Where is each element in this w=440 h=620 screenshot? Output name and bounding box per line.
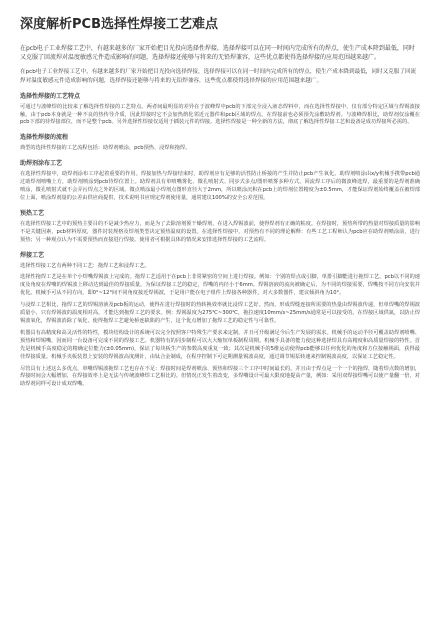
section-paragraph: 选择性焊接工艺有两种不同工艺：拖焊工艺和浸焊工艺。 [20, 262, 150, 269]
section-title: 助焊剂涂布工艺 [20, 160, 63, 168]
section-preheat [20, 209, 420, 245]
section-title: 焊接工艺 [20, 251, 45, 259]
intro-paragraph-2: 在pcb电子工业焊接工艺中，有越来越多的厂家开始把目光投向选择焊接，选择焊接可以在同一时间内完成所有的焊点，使生产成本降到最低，同时又克服了回流焊对温度敏感元件造成影响的问题，选择焊接还能够与将来的无铅焊兼容，这些优点都使得选择焊接的应用范围越来越广。 [20, 69, 417, 84]
section-title: 选择性焊接的工艺特点 [20, 92, 81, 100]
section-paragraph: 机器具有高精度和高灵活性的特性，模块结构设计的系统可以完全按照客户特殊生产要求来定制，并且可升级满足今后生产发展的需求。机械手的运动半径可覆盖助焊剂喷嘴、预热和焊锡嘴，因而同一台设备可完成不同的焊接工艺。机器特有的同步制程可以大大缩短单板制程周期。机械手具备的能力使这种选择焊具有高精度和高质量焊接的特性。首先是机械手高度稳定的精确定位能力(±0.05mm)，保证了每块板生产的参数高度重复一致；其次是机械手的5维运动使得pcb能够以任何优化的角度和方位接触锡面，获得最佳焊接质量。机械手夹板装置上安装的焊锡波高度测针，由钛合金制成，在程序控制下可定期测量锡波高度，通过调节锡泵转速来控制锡波高度，以保证工艺稳定性。 [20, 329, 420, 360]
section-paragraph: 尽管具有上述这么多优点，单嘴焊锡波拖焊工艺也存在不足：焊接时间是焊剂喷涂、预热和焊接三个工序中时间最长的。并且由于焊点是一个一个的拖焊，随着焊点数的增加，焊接时间会大幅增加，在焊接效率上是无法与传统波峰焊工艺相比的。但情况正发生着改变，多焊嘴设计可最大限度地提高产量，例如：采用双焊接焊嘴可以使产量翻一倍，对助焊剂同样可设计成双焊嘴。 [20, 365, 420, 388]
section-paragraph: 选择性拖焊工艺是在单个小焊嘴焊锡波上完成的。拖焊工艺适用于在pcb上非常紧密的空间上进行焊接。例如：个别的焊点或引脚，单排引脚能进行拖焊工艺。pcb以不同的速度及角度在焊嘴的焊锡波上移动达到最佳的焊接质量。为保证焊接工艺的稳定，焊嘴的内径小于6mm。焊锡溶液的流向被确定后，为不同的焊接需要，焊嘴按不同方向安装并优化。机械手可从不同方向，即0°~12°间不同角度接近焊锡波，于是用户能在电子组件上焊接各种器件，对大多数器件，建议倾斜角为10°。 [20, 274, 420, 297]
page-title: 深度解析PCB选择性焊接工艺难点 [20, 17, 218, 32]
section-title: 预热工艺 [20, 209, 45, 217]
section-flow [20, 133, 420, 153]
section-paragraph: 在选择性焊接工艺中的预热主要目的不是减少热应力，而是为了去除溶剂预干燥焊剂，在进入焊锡波前，使得焊剂有正确的粘度。在焊接时，预热所带的热量对焊接质量的影响不是关键因素，pcb材料厚度，器件封装规格及焊剂类型决定预热温度的设置。在选择性焊接中，对预热有不同的理论解释：有些工艺工程师认为pcb应在助焊剂喷涂前，进行预热；另一种观点认为不需要预热而直接进行焊接。使用者可根据具体的情况来安排选择性焊接的工艺流程。 [20, 220, 420, 243]
section-paragraph: 可通过与波峰焊的比较来了解选择性焊接的工艺特点。两者间最明显的差异在于波峰焊中pcb的下部完全浸入液态焊料中，而在选择性焊接中，仅有部分特定区域与焊锡波接触。由于pcb本身就是一种不良的热传导介质，因此焊接时它不会加热熔化邻近元器件和pcb区域的焊点。在焊接前也必须预先涂敷助焊剂。与波峰焊相比，助焊剂仅涂覆在pcb下部的待焊接部位，而不是整个pcb。另外选择性焊接仅适用于插装元件的焊接。选择性焊接是一种全新的方法，彻底了解选择性焊接工艺和设备是成功焊接所必需的。 [20, 103, 420, 126]
section-paragraph: 典型的选择性焊接的工艺流程包括：助焊剂喷涂，pcb预热、浸焊和拖焊。 [20, 145, 191, 152]
section-paragraph: 与浸焊工艺相比，拖焊工艺的焊锡溶液及pcb板的运动，使得在进行焊接时的热转换效率就比浸焊工艺好。然而，形成焊缝连接所需要的热量由焊锡波传递，但单焊嘴的焊锡波质量小，只有焊锡波的温度相对高，才能达到拖焊工艺的要求。例：焊锡温度为275℃~300℃，拖拉速度10mm/s~25mm/s通常是可以接受的。在焊接区域供氮，以防止焊锡波氧化，焊锡波消除了氧化，使得拖焊工艺避免桥连缺陷的产生，这个优点增加了拖焊工艺的稳定性与可靠性。 [20, 302, 420, 324]
section-flux [20, 159, 420, 203]
section-title: 选择性焊接的流程 [20, 134, 69, 142]
section-process-features [20, 92, 420, 128]
section-welding [20, 251, 420, 390]
intro-paragraph-1: 在pcb电子工业焊接工艺中，有越来越多的厂家开始把目光投向选择性焊接，选择焊接可以在同一时间内完成所有的焊点，使生产成本降到最低，同时又克服了回流焊对温度敏感元件造成影响的问题，选择焊接还能够与将来的无铅焊兼容，这些优点都使得选择焊接的应用范围越来越广。 [20, 45, 415, 62]
section-paragraph: 在选择性焊接中，助焊剂涂布工序起着重要的作用。焊接加热与焊接结束时，助焊剂应有足够的活性防止桥接的产生并防止pcb产生氧化。助焊剂喷涂由x/y机械手携带pcb通过助焊剂喷嘴上方，助焊剂喷涂到pcb待焊位置上。助焊剂具有单喷嘴雾化、微孔喷射式、同步式多点/图形喷雾多种方式。回流焊工序后的微波峰选焊，最重要的是焊剂准确喷涂，微孔喷射式就不会弄污焊点之外的区域。微点喷涂最小焊剂点图形直径大于2mm，所以喷涂沉积在pcb上的焊剂位置精度为±0.5mm，才能保证焊剂始终覆盖在被焊部位上面，喷涂焊剂量的公差由供应商提供，技术说明书应规定焊剂使用量，通常建议100%的安全公差范围。 [20, 171, 420, 201]
